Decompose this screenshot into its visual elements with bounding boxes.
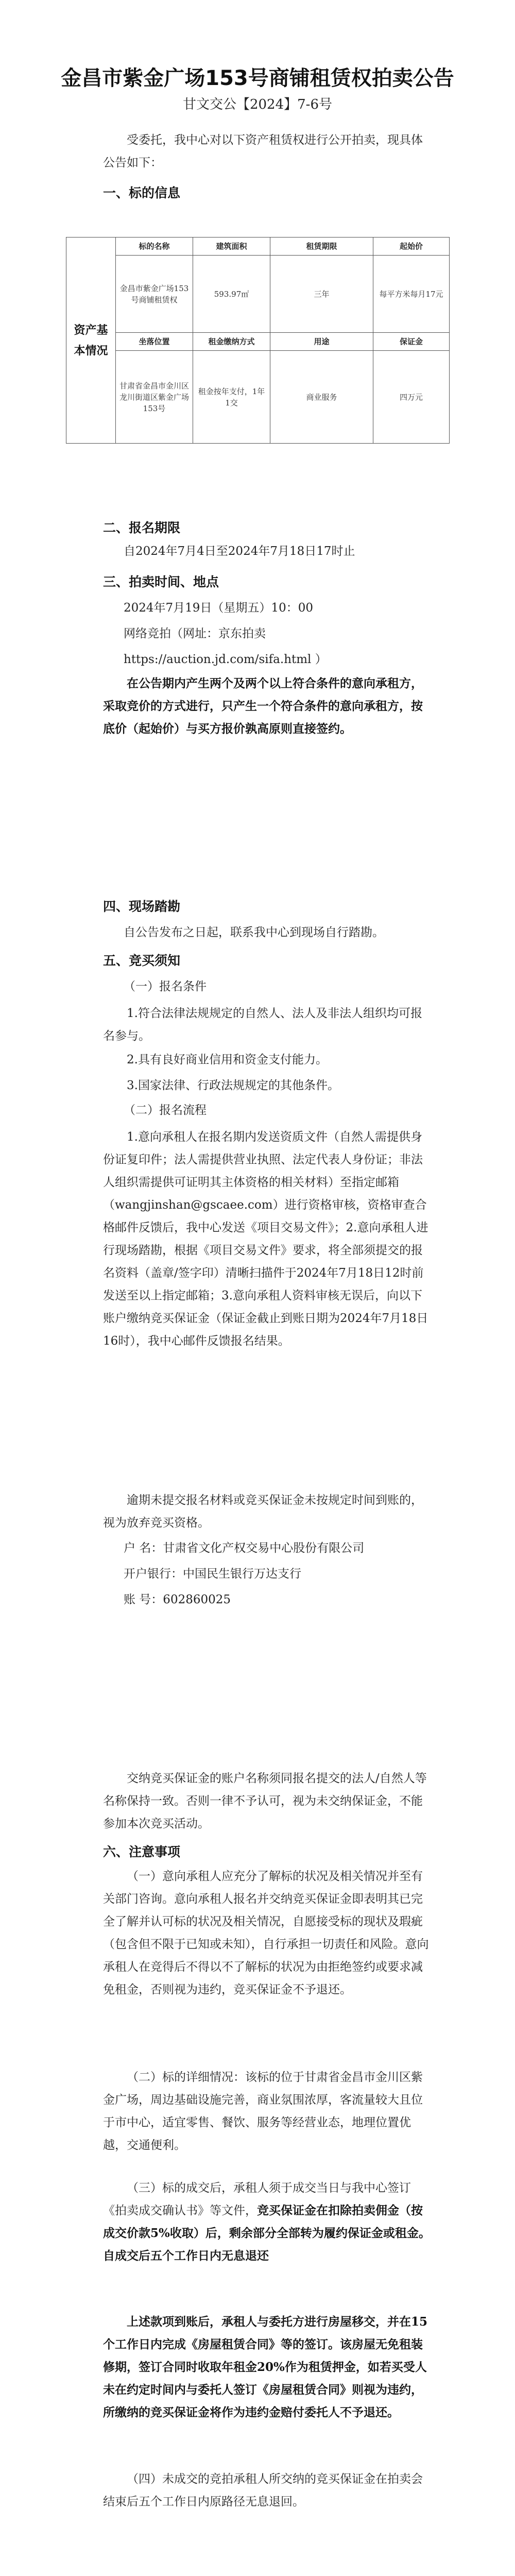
table-cell: 租金按年支付，1年1交 (193, 351, 270, 444)
table-header-cell: 保证金 (373, 333, 450, 351)
table-header-cell: 用途 (270, 333, 373, 351)
table-cell: 三年 (270, 256, 373, 333)
table-side-label: 资产基本情况 (66, 238, 116, 444)
table-header-cell: 租金缴纳方式 (193, 333, 270, 351)
table-cell: 金昌市紫金广场153号商铺租赁权 (116, 256, 193, 333)
account-number: 账 号：602860025 (124, 1593, 231, 1606)
condition-item: 1.符合法律法规规定的自然人、法人及非法人组织均可报名参与。 (103, 1007, 422, 1043)
table-header-cell: 坐落位置 (116, 333, 193, 351)
bidding-rule: 在公告期内产生两个及两个以上符合条件的意向承租方，采取竞价的方式进行，只产生一个符合条件的意向承租方，按底价（起始价）与买方报价孰高原则直接签约。 (103, 676, 423, 736)
sub-heading-conditions: （一）报名条件 (124, 980, 207, 993)
note-item: （一）意向承租人应充分了解标的状况及相关情况并至有关部门咨询。意向承租人报名并交纳竞买保证金即表明其已完全了解并认可标的状况及相关情况，自愿接受标的现状及瑕疵（包含但不限于已知或未知），自行承担一切责任和风险。意向承租人在竞得后不得以不了解标的状况为由拒绝签约或要求减免租金，否则视为违约，竞买保证金不予退还。 (103, 1870, 429, 1996)
site-visit-text: 自公告发布之日起，联系我中心到现场自行踏勘。 (124, 926, 384, 939)
note-lead-text: （三）标的成交后，承租人须于成交当日与我中心签订《拍卖成交确认书》等文件， (103, 2181, 411, 2217)
note-item: （四）未成交的竞拍承租人所交纳的竞买保证金在拍卖会结束后五个工作日内原路径无息退回。 (103, 2472, 423, 2509)
section-heading-auction-time: 三、拍卖时间、地点 (103, 574, 219, 589)
table-header-cell: 起始价 (373, 238, 450, 256)
condition-item: 3.国家法律、行政法规规定的其他条件。 (127, 1079, 339, 1092)
account-bank: 开户银行：中国民生银行万达支行 (124, 1567, 301, 1581)
condition-item: 2.具有良好商业信用和资金支付能力。 (127, 1053, 328, 1066)
table-header-cell: 标的名称 (116, 238, 193, 256)
section-heading-bid-notice: 五、竞买须知 (103, 953, 181, 968)
note-item: （二）标的详细情况：该标的位于甘肃省金昌市金川区紫金广场，周边基础设施完善，商业氛围浓厚，客流量较大且位于市中心，适宜零售、餐饮、服务等经营业态，地理位置优越，交通便利。 (103, 2071, 423, 2152)
section-heading-notes: 六、注意事项 (103, 1844, 181, 1859)
table-cell: 甘肃省金昌市金川区龙川街道区紫金广场153号 (116, 351, 193, 444)
auction-venue: 网络竞拍（网址：京东拍卖 (124, 627, 266, 640)
note-item (103, 2177, 433, 2267)
table-cell: 商业服务 (270, 351, 373, 444)
section-heading-site-visit: 四、现场踏勘 (103, 899, 181, 914)
note-tail-text: 自成交后五个工作日内无息退还 (103, 2249, 269, 2263)
process-note: 逾期未提交报名材料或竞买保证金未按规定时间到账的，视为放弃竞买资格。 (103, 1494, 423, 1530)
sub-heading-process: （二）报名流程 (124, 1104, 207, 1117)
table-header-cell: 租赁期限 (270, 238, 373, 256)
target-info-table (66, 237, 450, 444)
table-cell: 四万元 (373, 351, 450, 444)
account-name: 户 名：甘肃省文化产权交易中心股份有限公司 (124, 1541, 365, 1555)
registration-period: 自2024年7月4日至2024年7月18日17时止 (124, 545, 355, 558)
page-title: 金昌市紫金广场153号商铺租赁权拍卖公告 (61, 66, 454, 90)
table-cell: 593.97㎡ (193, 256, 270, 333)
payer-note: 交纳竞买保证金的账户名称须同报名提交的法人/自然人等名称保持一致。否则一律不予认可，视为未交纳保证金，不能参加本次竞买活动。 (103, 1772, 427, 1831)
process-text: 1.意向承租人在报名期内发送资质文件（自然人需提供身份证复印件；法人需提供营业执照、法定代表人身份证；非法人组织需提供可证明其主体资格的相关材料）至指定邮箱（wangjinshan@gscaee.com）进行资格审核，资格审查合格邮件反馈后，我中心发送《项目交易文件》；2.意向承租人进行现场踏勘，根据《项目交易文件》要求，将全部须提交的报名资料（盖章/签字印）清晰扫描件于2024年7月18日12时前发送至以上指定邮箱；3.意向承租人资料审核无误后，向以下账户缴纳竞买保证金（保证金截止到账日期为2024年7月18日16时），我中心邮件反馈报名结果。 (103, 1130, 428, 1348)
note-item: 上述款项到账后，承租人与委托方进行房屋移交，并在15个工作日内完成《房屋租赁合同》等的签订。该房屋无免租装修期，签订合同时收取年租金20%作为租赁押金，如若买受人未在约定时间内与委托人签订《房屋租赁合同》则视为违约，所缴纳的竞买保证金将作为违约金赔付委托人不予退还。 (103, 2315, 428, 2419)
table-cell: 每平方米每月17元 (373, 256, 450, 333)
auction-url-link[interactable]: https://auction.jd.com/sifa.html ） (124, 653, 327, 666)
section-heading-registration: 二、报名期限 (103, 520, 181, 535)
note-bold-text: 竞买保证金在扣除拍卖佣金（按成交价款5%收取）后，剩余部分全部转为履约保证金或租金。 (103, 2204, 431, 2240)
intro-paragraph: 受委托，我中心对以下资产租赁权进行公开拍卖，现具体公告如下： (103, 133, 423, 170)
section-heading-target-info: 一、标的信息 (103, 185, 181, 200)
document-number: 甘文交公【2024】7-6号 (182, 97, 333, 112)
auction-time: 2024年7月19日（星期五）10：00 (124, 601, 313, 615)
table-header-cell: 建筑面积 (193, 238, 270, 256)
